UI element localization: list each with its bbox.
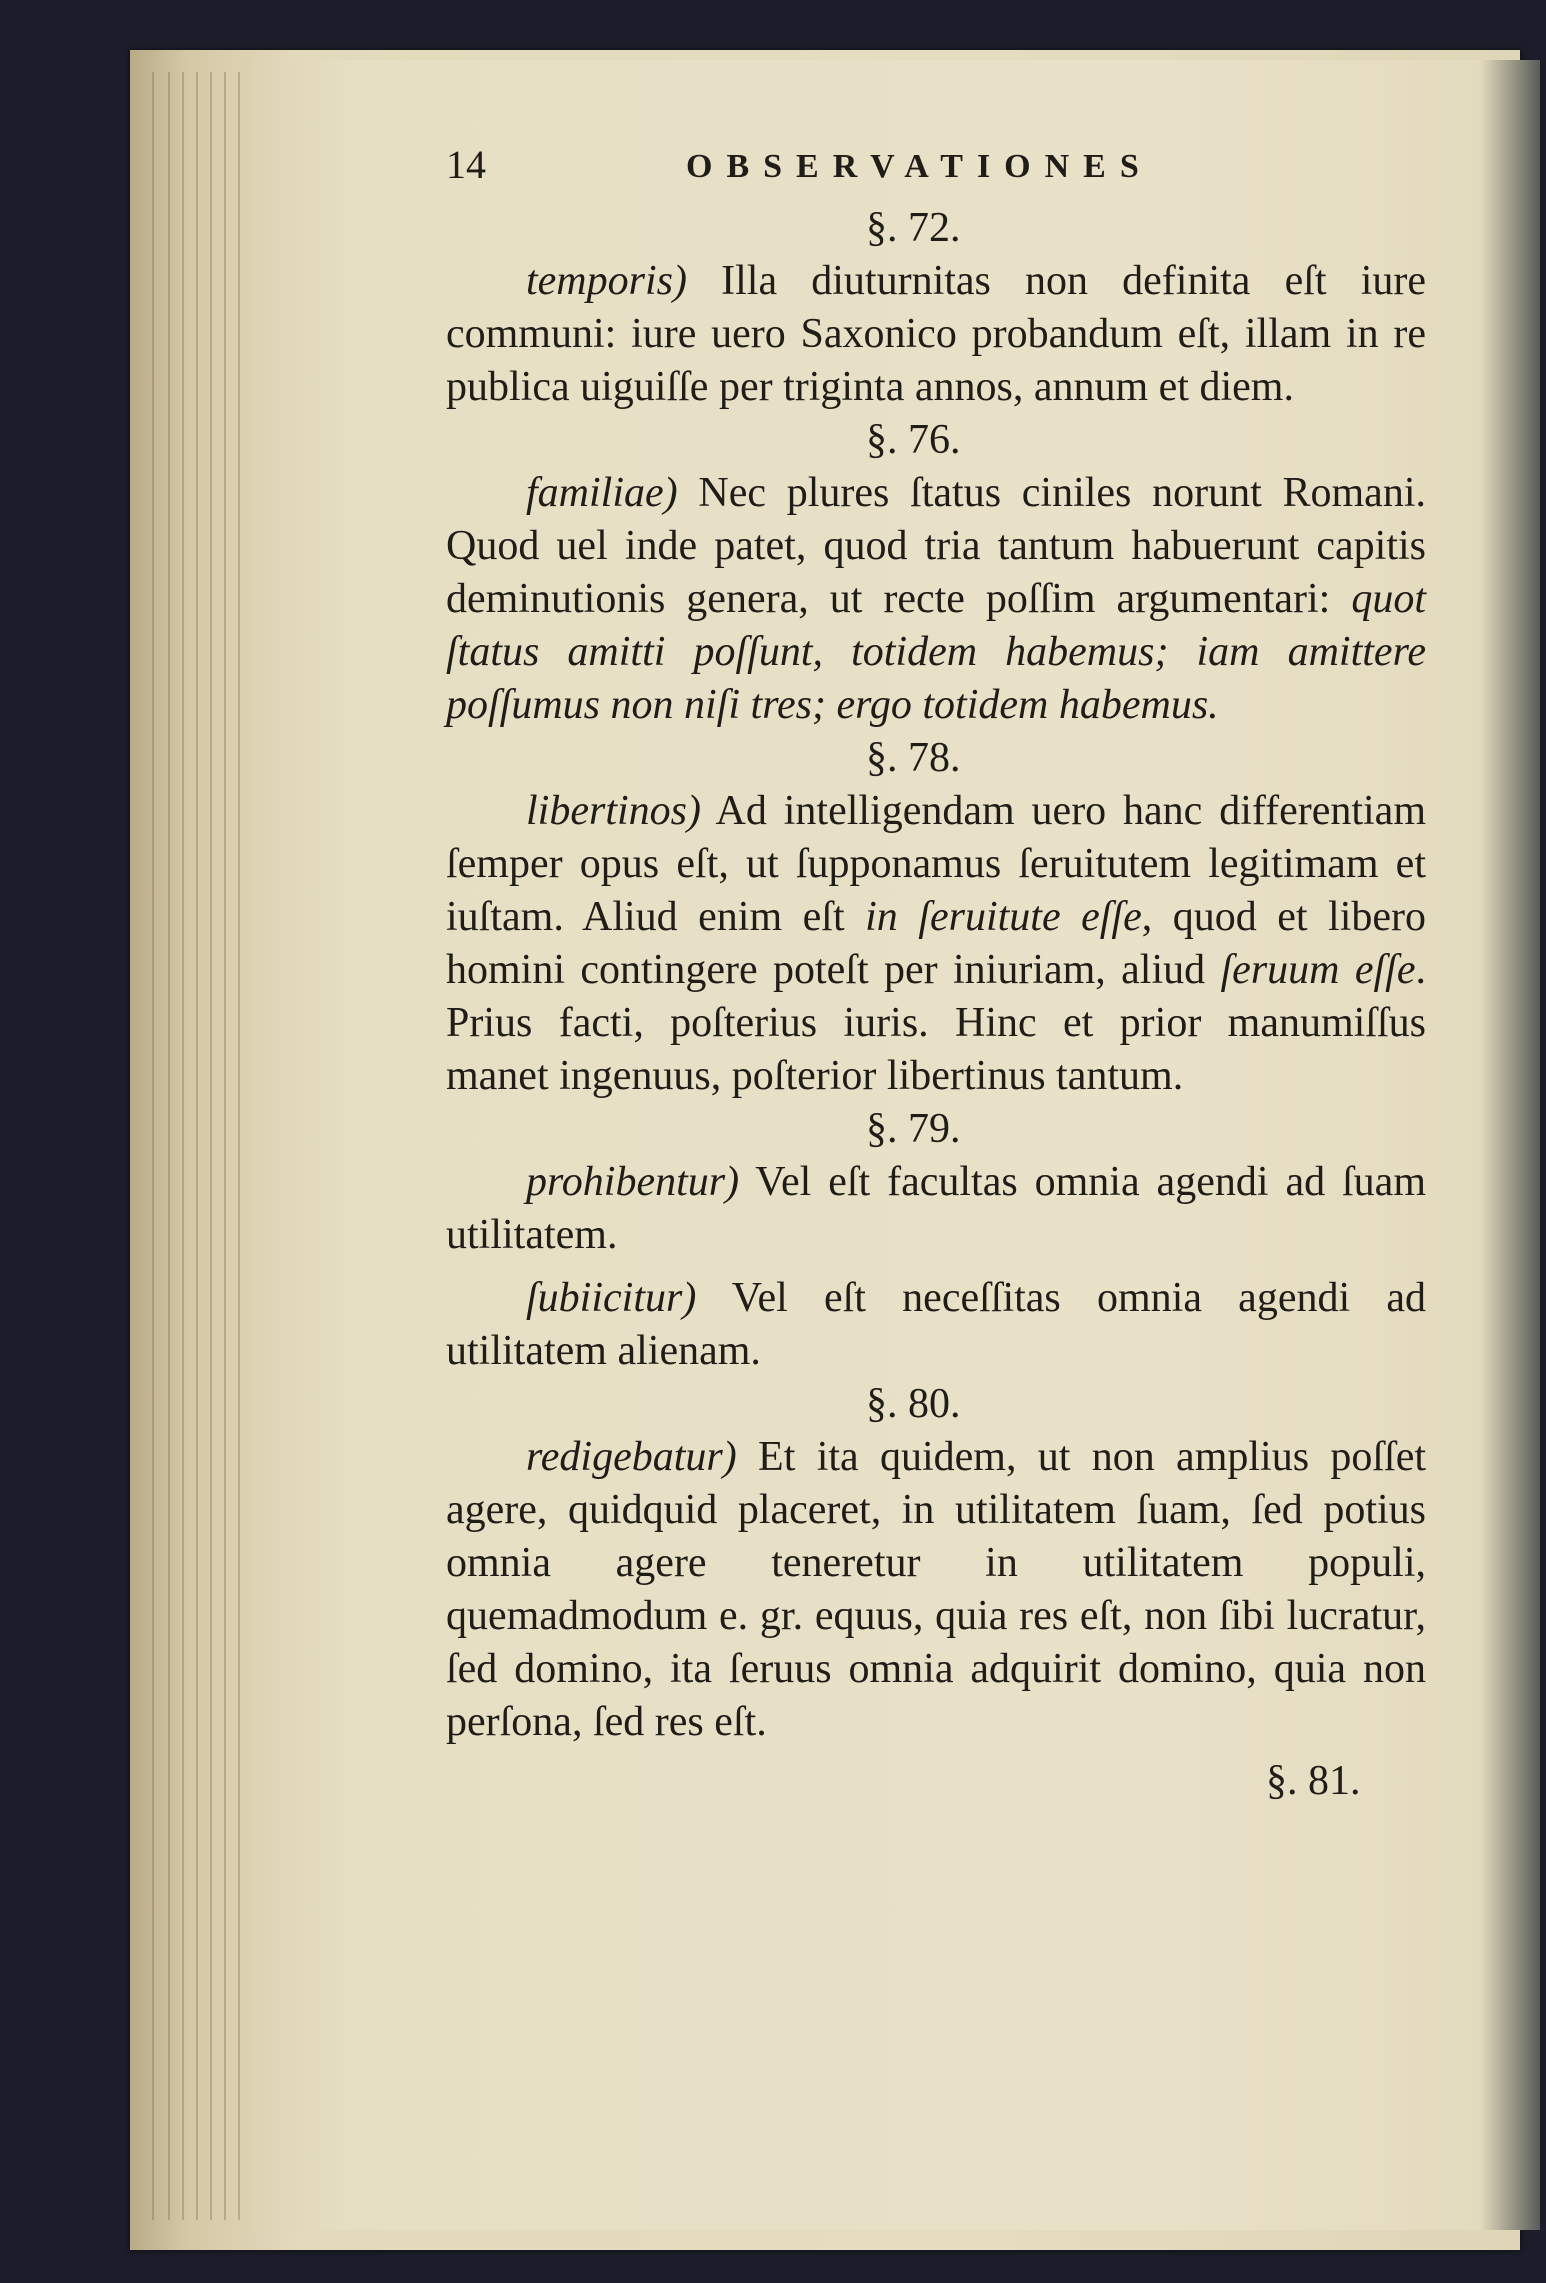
- paragraph-text: Nec plures ſtatus ciniles norunt Romani. Quod uel inde patet, quod tria tantum habuerunt capitis deminutionis genera, ut recte poſſim argumentari:: [446, 470, 1426, 622]
- paragraph-text: , quod et libero homini contingere poteſt per iniuriam, aliud: [446, 894, 1426, 993]
- paragraph: [446, 255, 1426, 414]
- paragraph-text: Ad intelligendam uero hanc differentiam ſemper opus eſt, ut ſupponamus ſeruitutem legitimam et iuſtam. Aliud enim eſt: [446, 788, 1426, 940]
- catchword: §. 81.: [1266, 1758, 1361, 1804]
- running-title: OBSERVATIONES: [686, 148, 1153, 185]
- section-number: §. 76.: [866, 417, 961, 463]
- paragraph: [446, 1156, 1426, 1262]
- page-edge-line: [152, 72, 154, 2220]
- paragraph-text: . Prius facti, poſterius iuris. Hinc et prior manumiſſus manet ingenuus, poſterior libertinus tantum.: [446, 947, 1426, 1099]
- section-number: §. 78.: [866, 735, 961, 781]
- lemma: temporis): [526, 258, 687, 304]
- paragraph-text: Vel eſt facultas omnia agendi ad ſuam utilitatem.: [446, 1159, 1426, 1258]
- running-head: [446, 138, 1426, 198]
- paragraph-text: Et ita quidem, ut non amplius poſſet agere, quidquid placeret, in utilitatem ſuam, ſed potius omnia agere teneretur in utilitatem populi, quemadmodum e. gr. equus, quia res eſt, non ſibi lucratur, ſed domino, ita ſeruus omnia adquirit domino, quia non perſona, ſed res eſt.: [446, 1434, 1426, 1745]
- lemma: prohibentur): [526, 1159, 740, 1205]
- lemma: familiae): [526, 470, 678, 516]
- emphasized-text: ſeruum eſſe: [1220, 947, 1416, 993]
- paragraph-text: Vel eſt neceſſitas omnia agendi ad utilitatem alienam.: [446, 1275, 1426, 1374]
- emphasized-text: in ſeruitute eſſe: [865, 894, 1142, 940]
- page-text: [446, 138, 1426, 1808]
- lemma: ſubiicitur): [526, 1275, 697, 1321]
- page-number: 14: [446, 142, 486, 187]
- section-number: §. 80.: [866, 1381, 961, 1427]
- page-edge-line: [182, 72, 184, 2220]
- page-edge-line: [196, 72, 198, 2220]
- lemma: libertinos): [526, 788, 701, 834]
- emphasized-text: quot ſtatus amitti poſſunt, totidem habemus; iam amittere poſſumus non niſi tres; ergo totidem habemus.: [446, 576, 1426, 728]
- page-edge-line: [210, 72, 212, 2220]
- spine-shadow: [1480, 60, 1540, 2230]
- paragraph-text: Illa diuturnitas non definita eſt iure communi: iure uero Saxonico probandum eſt, illam in re publica uiguiſſe per triginta annos, annum et diem.: [446, 258, 1426, 410]
- paragraph: [446, 1272, 1426, 1378]
- paragraph: [446, 467, 1426, 732]
- page-edge-line: [238, 72, 240, 2220]
- section-number: §. 72.: [866, 205, 961, 251]
- page-edge-line: [224, 72, 226, 2220]
- lemma: redigebatur): [526, 1434, 737, 1480]
- paragraph: [446, 1431, 1426, 1749]
- section-number: §. 79.: [866, 1106, 961, 1152]
- paragraph: [446, 785, 1426, 1103]
- page-edge-line: [168, 72, 170, 2220]
